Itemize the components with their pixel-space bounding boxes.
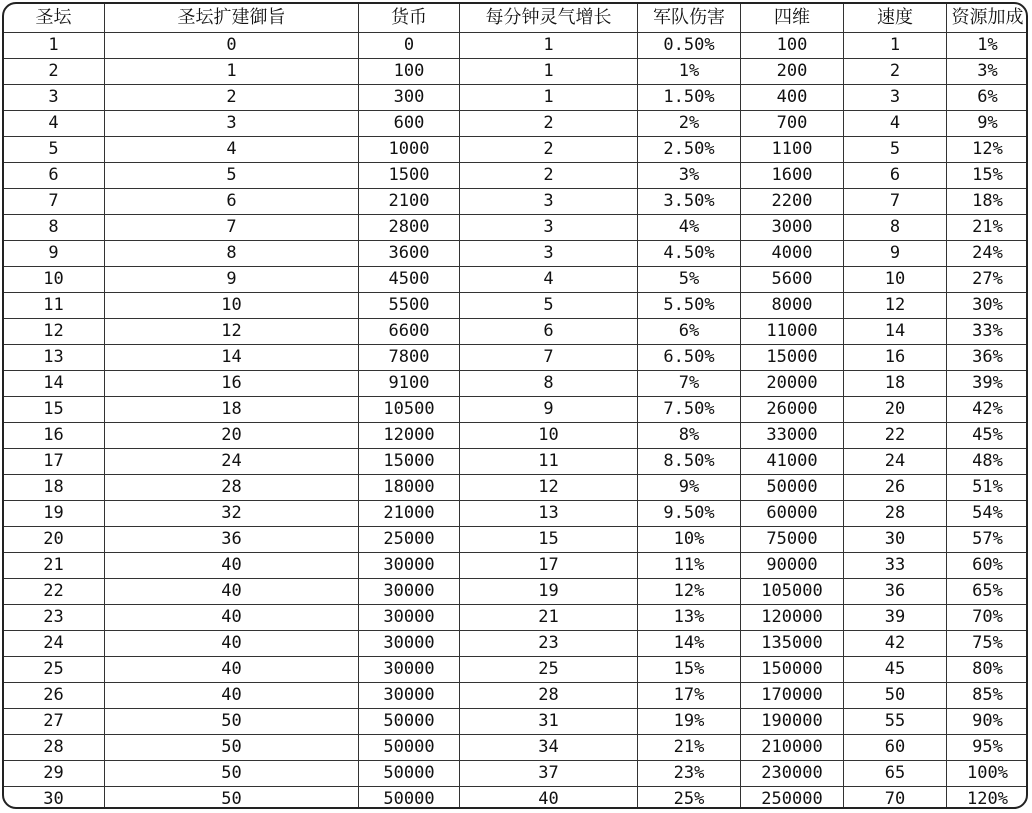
- cell-speed: 55: [844, 709, 947, 735]
- cell-currency: 2100: [359, 189, 460, 215]
- cell-altar-level: 6: [3, 163, 105, 189]
- cell-altar-level: 19: [3, 501, 105, 527]
- cell-resource-bonus: 51%: [947, 475, 1029, 501]
- cell-aura-per-minute: 34: [460, 735, 638, 761]
- header-row: [3, 3, 1029, 33]
- cell-expansion-decree: 16: [105, 371, 359, 397]
- cell-attributes: 11000: [741, 319, 844, 345]
- cell-army-damage: 9%: [638, 475, 741, 501]
- cell-currency: 50000: [359, 709, 460, 735]
- cell-attributes: 90000: [741, 553, 844, 579]
- cell-altar-level: 17: [3, 449, 105, 475]
- cell-aura-per-minute: 2: [460, 111, 638, 137]
- cell-resource-bonus: 27%: [947, 267, 1029, 293]
- cell-aura-per-minute: 8: [460, 371, 638, 397]
- cell-speed: 10: [844, 267, 947, 293]
- table-row: [3, 787, 1029, 810]
- header-altar-level: 圣坛: [3, 3, 105, 33]
- cell-currency: 30000: [359, 553, 460, 579]
- cell-attributes: 26000: [741, 397, 844, 423]
- cell-resource-bonus: 30%: [947, 293, 1029, 319]
- cell-army-damage: 3%: [638, 163, 741, 189]
- cell-army-damage: 13%: [638, 605, 741, 631]
- table-row: [3, 163, 1029, 189]
- cell-attributes: 2200: [741, 189, 844, 215]
- table-row: [3, 579, 1029, 605]
- table-row: [3, 423, 1029, 449]
- cell-altar-level: 1: [3, 33, 105, 59]
- cell-army-damage: 3.50%: [638, 189, 741, 215]
- table-row: [3, 631, 1029, 657]
- cell-attributes: 1600: [741, 163, 844, 189]
- cell-resource-bonus: 42%: [947, 397, 1029, 423]
- cell-speed: 30: [844, 527, 947, 553]
- cell-aura-per-minute: 2: [460, 163, 638, 189]
- cell-army-damage: 12%: [638, 579, 741, 605]
- cell-army-damage: 10%: [638, 527, 741, 553]
- table-row: [3, 397, 1029, 423]
- header-resource-bonus: 资源加成: [947, 3, 1029, 33]
- cell-resource-bonus: 24%: [947, 241, 1029, 267]
- cell-aura-per-minute: 6: [460, 319, 638, 345]
- cell-aura-per-minute: 7: [460, 345, 638, 371]
- cell-resource-bonus: 54%: [947, 501, 1029, 527]
- cell-altar-level: 18: [3, 475, 105, 501]
- cell-altar-level: 7: [3, 189, 105, 215]
- cell-aura-per-minute: 37: [460, 761, 638, 787]
- cell-aura-per-minute: 1: [460, 59, 638, 85]
- cell-altar-level: 29: [3, 761, 105, 787]
- cell-resource-bonus: 95%: [947, 735, 1029, 761]
- cell-army-damage: 4%: [638, 215, 741, 241]
- cell-army-damage: 4.50%: [638, 241, 741, 267]
- cell-currency: 18000: [359, 475, 460, 501]
- cell-army-damage: 21%: [638, 735, 741, 761]
- cell-currency: 4500: [359, 267, 460, 293]
- cell-speed: 20: [844, 397, 947, 423]
- cell-expansion-decree: 36: [105, 527, 359, 553]
- header-army-damage: 军队伤害: [638, 3, 741, 33]
- cell-resource-bonus: 3%: [947, 59, 1029, 85]
- cell-currency: 300: [359, 85, 460, 111]
- cell-expansion-decree: 14: [105, 345, 359, 371]
- cell-expansion-decree: 12: [105, 319, 359, 345]
- cell-expansion-decree: 50: [105, 735, 359, 761]
- table-row: [3, 449, 1029, 475]
- cell-attributes: 150000: [741, 657, 844, 683]
- cell-currency: 10500: [359, 397, 460, 423]
- cell-currency: 30000: [359, 683, 460, 709]
- cell-attributes: 100: [741, 33, 844, 59]
- cell-speed: 7: [844, 189, 947, 215]
- table-row: [3, 761, 1029, 787]
- table-row: [3, 527, 1029, 553]
- cell-altar-level: 8: [3, 215, 105, 241]
- cell-attributes: 1100: [741, 137, 844, 163]
- table-row: [3, 111, 1029, 137]
- cell-speed: 18: [844, 371, 947, 397]
- cell-expansion-decree: 6: [105, 189, 359, 215]
- cell-expansion-decree: 40: [105, 605, 359, 631]
- cell-aura-per-minute: 13: [460, 501, 638, 527]
- cell-speed: 12: [844, 293, 947, 319]
- cell-altar-level: 2: [3, 59, 105, 85]
- table-row: [3, 241, 1029, 267]
- cell-army-damage: 6.50%: [638, 345, 741, 371]
- cell-altar-level: 10: [3, 267, 105, 293]
- cell-expansion-decree: 5: [105, 163, 359, 189]
- header-currency: 货币: [359, 3, 460, 33]
- cell-currency: 50000: [359, 735, 460, 761]
- cell-altar-level: 9: [3, 241, 105, 267]
- cell-speed: 70: [844, 787, 947, 810]
- cell-currency: 50000: [359, 761, 460, 787]
- cell-speed: 6: [844, 163, 947, 189]
- table-body: [3, 33, 1029, 810]
- cell-altar-level: 20: [3, 527, 105, 553]
- cell-speed: 24: [844, 449, 947, 475]
- cell-attributes: 190000: [741, 709, 844, 735]
- table-row: [3, 345, 1029, 371]
- cell-expansion-decree: 3: [105, 111, 359, 137]
- cell-attributes: 41000: [741, 449, 844, 475]
- table-row: [3, 709, 1029, 735]
- cell-speed: 22: [844, 423, 947, 449]
- cell-attributes: 5600: [741, 267, 844, 293]
- cell-currency: 12000: [359, 423, 460, 449]
- table-row: [3, 501, 1029, 527]
- cell-speed: 33: [844, 553, 947, 579]
- cell-army-damage: 7.50%: [638, 397, 741, 423]
- cell-army-damage: 2%: [638, 111, 741, 137]
- cell-aura-per-minute: 28: [460, 683, 638, 709]
- cell-altar-level: 14: [3, 371, 105, 397]
- cell-altar-level: 16: [3, 423, 105, 449]
- cell-aura-per-minute: 15: [460, 527, 638, 553]
- cell-attributes: 230000: [741, 761, 844, 787]
- cell-currency: 30000: [359, 657, 460, 683]
- cell-army-damage: 1%: [638, 59, 741, 85]
- cell-resource-bonus: 21%: [947, 215, 1029, 241]
- cell-altar-level: 26: [3, 683, 105, 709]
- cell-aura-per-minute: 3: [460, 189, 638, 215]
- cell-attributes: 400: [741, 85, 844, 111]
- cell-attributes: 4000: [741, 241, 844, 267]
- cell-resource-bonus: 9%: [947, 111, 1029, 137]
- cell-attributes: 33000: [741, 423, 844, 449]
- cell-expansion-decree: 4: [105, 137, 359, 163]
- cell-currency: 30000: [359, 579, 460, 605]
- cell-army-damage: 1.50%: [638, 85, 741, 111]
- cell-expansion-decree: 1: [105, 59, 359, 85]
- header-aura-per-minute: 每分钟灵气增长: [460, 3, 638, 33]
- cell-speed: 4: [844, 111, 947, 137]
- cell-resource-bonus: 45%: [947, 423, 1029, 449]
- cell-army-damage: 5%: [638, 267, 741, 293]
- cell-altar-level: 3: [3, 85, 105, 111]
- cell-aura-per-minute: 3: [460, 241, 638, 267]
- table-row: [3, 137, 1029, 163]
- cell-attributes: 170000: [741, 683, 844, 709]
- cell-expansion-decree: 40: [105, 631, 359, 657]
- cell-attributes: 75000: [741, 527, 844, 553]
- cell-altar-level: 30: [3, 787, 105, 810]
- cell-altar-level: 4: [3, 111, 105, 137]
- cell-army-damage: 11%: [638, 553, 741, 579]
- table-row: [3, 267, 1029, 293]
- cell-aura-per-minute: 19: [460, 579, 638, 605]
- table-row: [3, 605, 1029, 631]
- cell-speed: 8: [844, 215, 947, 241]
- table-row: [3, 189, 1029, 215]
- cell-attributes: 15000: [741, 345, 844, 371]
- header-expansion-decree: 圣坛扩建御旨: [105, 3, 359, 33]
- table-row: [3, 215, 1029, 241]
- cell-currency: 600: [359, 111, 460, 137]
- cell-altar-level: 21: [3, 553, 105, 579]
- cell-currency: 6600: [359, 319, 460, 345]
- cell-resource-bonus: 18%: [947, 189, 1029, 215]
- cell-attributes: 250000: [741, 787, 844, 810]
- cell-altar-level: 12: [3, 319, 105, 345]
- table-row: [3, 59, 1029, 85]
- cell-altar-level: 27: [3, 709, 105, 735]
- cell-army-damage: 5.50%: [638, 293, 741, 319]
- cell-attributes: 700: [741, 111, 844, 137]
- cell-expansion-decree: 0: [105, 33, 359, 59]
- cell-aura-per-minute: 12: [460, 475, 638, 501]
- cell-altar-level: 11: [3, 293, 105, 319]
- cell-army-damage: 7%: [638, 371, 741, 397]
- cell-aura-per-minute: 31: [460, 709, 638, 735]
- cell-currency: 9100: [359, 371, 460, 397]
- cell-attributes: 3000: [741, 215, 844, 241]
- cell-resource-bonus: 57%: [947, 527, 1029, 553]
- cell-speed: 2: [844, 59, 947, 85]
- cell-altar-level: 22: [3, 579, 105, 605]
- cell-resource-bonus: 6%: [947, 85, 1029, 111]
- cell-resource-bonus: 36%: [947, 345, 1029, 371]
- cell-resource-bonus: 1%: [947, 33, 1029, 59]
- cell-aura-per-minute: 11: [460, 449, 638, 475]
- cell-resource-bonus: 80%: [947, 657, 1029, 683]
- cell-expansion-decree: 18: [105, 397, 359, 423]
- cell-speed: 1: [844, 33, 947, 59]
- cell-attributes: 105000: [741, 579, 844, 605]
- cell-speed: 42: [844, 631, 947, 657]
- cell-resource-bonus: 120%: [947, 787, 1029, 810]
- table-row: [3, 683, 1029, 709]
- cell-currency: 21000: [359, 501, 460, 527]
- table-row: [3, 371, 1029, 397]
- cell-speed: 60: [844, 735, 947, 761]
- cell-expansion-decree: 10: [105, 293, 359, 319]
- cell-army-damage: 8.50%: [638, 449, 741, 475]
- cell-speed: 16: [844, 345, 947, 371]
- cell-expansion-decree: 50: [105, 787, 359, 810]
- cell-speed: 28: [844, 501, 947, 527]
- table-row: [3, 735, 1029, 761]
- cell-expansion-decree: 50: [105, 761, 359, 787]
- cell-aura-per-minute: 9: [460, 397, 638, 423]
- cell-speed: 45: [844, 657, 947, 683]
- cell-attributes: 210000: [741, 735, 844, 761]
- cell-speed: 5: [844, 137, 947, 163]
- cell-aura-per-minute: 4: [460, 267, 638, 293]
- table-row: [3, 475, 1029, 501]
- cell-army-damage: 23%: [638, 761, 741, 787]
- cell-army-damage: 15%: [638, 657, 741, 683]
- cell-aura-per-minute: 17: [460, 553, 638, 579]
- cell-currency: 5500: [359, 293, 460, 319]
- cell-army-damage: 2.50%: [638, 137, 741, 163]
- table-row: [3, 319, 1029, 345]
- cell-altar-level: 23: [3, 605, 105, 631]
- cell-expansion-decree: 7: [105, 215, 359, 241]
- table-frame: [2, 2, 1028, 809]
- cell-resource-bonus: 48%: [947, 449, 1029, 475]
- cell-resource-bonus: 65%: [947, 579, 1029, 605]
- cell-aura-per-minute: 10: [460, 423, 638, 449]
- cell-altar-level: 13: [3, 345, 105, 371]
- cell-expansion-decree: 50: [105, 709, 359, 735]
- cell-currency: 1500: [359, 163, 460, 189]
- cell-currency: 1000: [359, 137, 460, 163]
- cell-speed: 9: [844, 241, 947, 267]
- cell-speed: 50: [844, 683, 947, 709]
- cell-attributes: 60000: [741, 501, 844, 527]
- cell-attributes: 135000: [741, 631, 844, 657]
- cell-aura-per-minute: 3: [460, 215, 638, 241]
- cell-aura-per-minute: 1: [460, 33, 638, 59]
- cell-currency: 3600: [359, 241, 460, 267]
- cell-resource-bonus: 75%: [947, 631, 1029, 657]
- cell-currency: 30000: [359, 605, 460, 631]
- cell-expansion-decree: 9: [105, 267, 359, 293]
- cell-currency: 50000: [359, 787, 460, 810]
- table-row: [3, 33, 1029, 59]
- cell-aura-per-minute: 1: [460, 85, 638, 111]
- cell-aura-per-minute: 25: [460, 657, 638, 683]
- cell-expansion-decree: 8: [105, 241, 359, 267]
- cell-currency: 2800: [359, 215, 460, 241]
- cell-expansion-decree: 40: [105, 657, 359, 683]
- cell-expansion-decree: 24: [105, 449, 359, 475]
- cell-expansion-decree: 40: [105, 683, 359, 709]
- cell-attributes: 50000: [741, 475, 844, 501]
- cell-aura-per-minute: 2: [460, 137, 638, 163]
- table-row: [3, 657, 1029, 683]
- cell-aura-per-minute: 5: [460, 293, 638, 319]
- cell-currency: 25000: [359, 527, 460, 553]
- cell-altar-level: 25: [3, 657, 105, 683]
- cell-speed: 65: [844, 761, 947, 787]
- cell-army-damage: 9.50%: [638, 501, 741, 527]
- cell-altar-level: 24: [3, 631, 105, 657]
- table-row: [3, 85, 1029, 111]
- cell-resource-bonus: 39%: [947, 371, 1029, 397]
- cell-expansion-decree: 20: [105, 423, 359, 449]
- cell-army-damage: 17%: [638, 683, 741, 709]
- cell-expansion-decree: 32: [105, 501, 359, 527]
- cell-speed: 36: [844, 579, 947, 605]
- cell-resource-bonus: 70%: [947, 605, 1029, 631]
- cell-attributes: 120000: [741, 605, 844, 631]
- cell-army-damage: 19%: [638, 709, 741, 735]
- cell-resource-bonus: 15%: [947, 163, 1029, 189]
- cell-altar-level: 5: [3, 137, 105, 163]
- cell-resource-bonus: 60%: [947, 553, 1029, 579]
- cell-resource-bonus: 12%: [947, 137, 1029, 163]
- cell-attributes: 200: [741, 59, 844, 85]
- cell-resource-bonus: 100%: [947, 761, 1029, 787]
- cell-speed: 14: [844, 319, 947, 345]
- cell-attributes: 20000: [741, 371, 844, 397]
- cell-aura-per-minute: 23: [460, 631, 638, 657]
- cell-currency: 100: [359, 59, 460, 85]
- cell-expansion-decree: 2: [105, 85, 359, 111]
- cell-currency: 0: [359, 33, 460, 59]
- table-row: [3, 553, 1029, 579]
- cell-speed: 39: [844, 605, 947, 631]
- cell-expansion-decree: 40: [105, 579, 359, 605]
- cell-currency: 30000: [359, 631, 460, 657]
- cell-army-damage: 0.50%: [638, 33, 741, 59]
- cell-expansion-decree: 40: [105, 553, 359, 579]
- header-attributes: 四维: [741, 3, 844, 33]
- cell-resource-bonus: 85%: [947, 683, 1029, 709]
- cell-altar-level: 15: [3, 397, 105, 423]
- cell-resource-bonus: 90%: [947, 709, 1029, 735]
- altar-upgrade-table: [2, 2, 1028, 809]
- cell-army-damage: 25%: [638, 787, 741, 810]
- cell-altar-level: 28: [3, 735, 105, 761]
- header-speed: 速度: [844, 3, 947, 33]
- cell-expansion-decree: 28: [105, 475, 359, 501]
- cell-aura-per-minute: 40: [460, 787, 638, 810]
- cell-army-damage: 8%: [638, 423, 741, 449]
- cell-aura-per-minute: 21: [460, 605, 638, 631]
- cell-attributes: 8000: [741, 293, 844, 319]
- cell-army-damage: 14%: [638, 631, 741, 657]
- cell-army-damage: 6%: [638, 319, 741, 345]
- cell-resource-bonus: 33%: [947, 319, 1029, 345]
- table-row: [3, 293, 1029, 319]
- cell-speed: 26: [844, 475, 947, 501]
- cell-currency: 7800: [359, 345, 460, 371]
- cell-speed: 3: [844, 85, 947, 111]
- cell-currency: 15000: [359, 449, 460, 475]
